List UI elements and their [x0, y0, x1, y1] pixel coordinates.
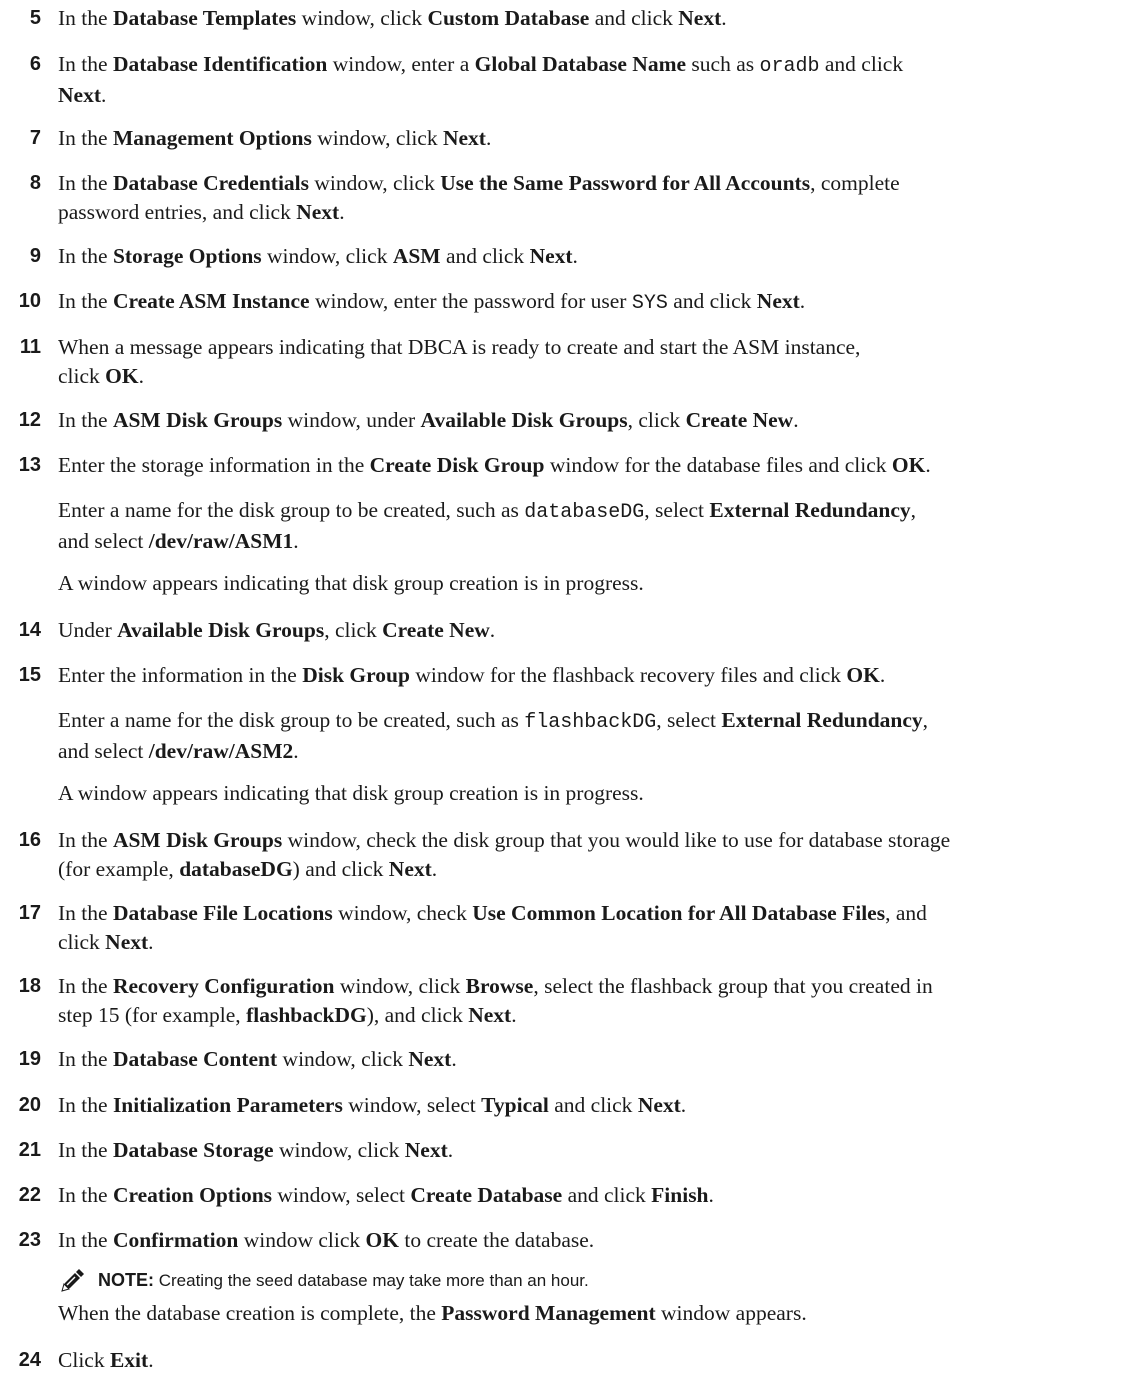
- ui-term: Storage Options: [112, 244, 262, 268]
- ui-term: Confirmation: [112, 1228, 239, 1252]
- ui-term: ASM Disk Groups: [112, 828, 283, 852]
- ui-term: Recovery Configuration: [112, 974, 335, 998]
- step-number: 7: [29, 127, 41, 149]
- ui-term: databaseDG: [179, 857, 293, 881]
- step-line-2: (for example, databaseDG) and click Next.: [58, 857, 438, 881]
- step-text: [58, 124, 1139, 153]
- step-line-1: A window appears indicating that disk group creation is in progress.: [58, 781, 644, 805]
- step-number: 14: [18, 619, 41, 641]
- step-line-1: In the Database Credentials window, click Use the Same Password for All Accounts, complete: [58, 171, 900, 195]
- step-number: 17: [18, 902, 41, 924]
- ui-term: Global Database Name: [474, 52, 687, 76]
- step-text: [58, 451, 1139, 480]
- step-number: 15: [18, 664, 41, 686]
- step-text: [58, 899, 1139, 957]
- step-line-2: and select /dev/raw/ASM1.: [58, 529, 299, 553]
- step-number: 11: [19, 336, 41, 358]
- ui-term: OK: [105, 364, 139, 388]
- ui-term: Next: [678, 6, 722, 30]
- ui-term: Next: [388, 857, 432, 881]
- ui-term: Password Management: [441, 1301, 656, 1325]
- note-body: Creating the seed database may take more than an hour.: [154, 1271, 589, 1290]
- ui-term: OK: [846, 663, 880, 687]
- ui-term: Finish: [651, 1183, 709, 1207]
- step-text: [58, 4, 1139, 33]
- ui-term: Custom Database: [427, 6, 590, 30]
- ui-term: Exit: [109, 1348, 149, 1372]
- step-line-1: Enter the information in the Disk Group window for the flashback recovery files and click OK.: [58, 663, 886, 687]
- step-number: 13: [18, 454, 41, 476]
- ui-term: External Redundancy: [721, 708, 923, 732]
- step-line-2: Next.: [58, 83, 107, 107]
- step-line-1: In the Initialization Parameters window, select Typical and click Next.: [58, 1093, 687, 1117]
- step-text: [58, 1226, 1139, 1255]
- step-text: [58, 169, 1139, 227]
- ui-term: Browse: [465, 974, 534, 998]
- step-text: [58, 616, 1139, 645]
- ui-term: /dev/raw/ASM2: [148, 739, 294, 763]
- ui-term: ASM: [392, 244, 441, 268]
- step-line-1: In the Database Identification window, enter a Global Database Name such as oradb and click: [58, 52, 904, 78]
- step-line-1: Enter a name for the disk group to be created, such as flashbackDG, select External Redundancy,: [58, 708, 929, 734]
- step-line-1: In the Database Templates window, click Custom Database and click Next.: [58, 6, 727, 30]
- ui-term: Create New: [382, 618, 490, 642]
- step-line-1: In the Recovery Configuration window, click Browse, select the flashback group that you created in: [58, 974, 933, 998]
- step-number: 22: [18, 1184, 41, 1206]
- ui-term: Database Credentials: [112, 171, 310, 195]
- ui-term: Database File Locations: [112, 901, 333, 925]
- pencil-note-icon: [60, 1269, 84, 1293]
- step-line-1: In the Database Storage window, click Next.: [58, 1138, 454, 1162]
- ui-term: Create New: [685, 408, 794, 432]
- ui-term: Next: [58, 83, 101, 107]
- ui-term: Management Options: [112, 126, 312, 150]
- step-line-1: When a message appears indicating that DBCA is ready to create and start the ASM instance,: [58, 335, 861, 359]
- step-line-1: In the Management Options window, click Next.: [58, 126, 492, 150]
- ui-term: Database Content: [112, 1047, 278, 1071]
- ui-term: /dev/raw/ASM1: [148, 529, 294, 553]
- ui-term: Database Storage: [112, 1138, 274, 1162]
- step-text: [58, 779, 1139, 808]
- step-text: [58, 972, 1139, 1030]
- step-line-1: Enter a name for the disk group to be created, such as databaseDG, select External Redundancy,: [58, 498, 917, 524]
- step-number: 16: [18, 829, 41, 851]
- ui-term: Typical: [481, 1093, 549, 1117]
- step-number: 18: [18, 975, 41, 997]
- step-text: [58, 1181, 1139, 1210]
- step-line-2: and select /dev/raw/ASM2.: [58, 739, 299, 763]
- step-number: 12: [18, 409, 41, 431]
- step-text: [58, 569, 1139, 598]
- step-number: 8: [29, 172, 41, 194]
- ui-term: Database Identification: [112, 52, 328, 76]
- step-line-1: In the Create ASM Instance window, enter the password for user SYS and click Next.: [58, 289, 806, 315]
- step-line-1: In the Database File Locations window, check Use Common Location for All Database Files, and: [58, 901, 927, 925]
- ui-term: Next: [529, 244, 573, 268]
- ui-term: Create Disk Group: [369, 453, 545, 477]
- step-number: 21: [18, 1139, 41, 1161]
- ui-term: Next: [756, 289, 800, 313]
- step-line-1: Enter the storage information in the Create Disk Group window for the database files and click OK.: [58, 453, 931, 477]
- ui-term: Available Disk Groups: [420, 408, 628, 432]
- step-number: 10: [18, 290, 41, 312]
- note-text: [98, 1267, 589, 1294]
- code-term: databaseDG: [524, 501, 645, 524]
- step-number: 5: [29, 7, 41, 29]
- step-line-1: In the ASM Disk Groups window, under Available Disk Groups, click Create New.: [58, 408, 799, 432]
- code-term: flashbackDG: [524, 711, 657, 734]
- step-number: 9: [29, 245, 41, 267]
- ui-term: Next: [296, 200, 340, 224]
- step-line-1: In the Confirmation window click OK to create the database.: [58, 1228, 595, 1252]
- step-line-1: In the Creation Options window, select Create Database and click Finish.: [58, 1183, 714, 1207]
- ui-term: Create Database: [410, 1183, 563, 1207]
- code-term: SYS: [631, 292, 668, 315]
- step-number: 20: [18, 1094, 41, 1116]
- step-text: [58, 1299, 1139, 1328]
- step-text: [58, 1136, 1139, 1165]
- step-text: [58, 242, 1139, 271]
- ui-term: OK: [891, 453, 926, 477]
- ui-term: Disk Group: [302, 663, 410, 687]
- step-text: [58, 1091, 1139, 1120]
- step-text: [58, 50, 1139, 110]
- step-line-1: Under Available Disk Groups, click Create New.: [58, 618, 496, 642]
- ui-term: OK: [365, 1228, 399, 1252]
- step-line-2: click Next.: [58, 930, 154, 954]
- ui-term: ASM Disk Groups: [112, 408, 283, 432]
- ui-term: Database Templates: [112, 6, 297, 30]
- step-text: [58, 496, 1139, 556]
- ui-term: Next: [408, 1047, 452, 1071]
- step-line-2: step 15 (for example, flashbackDG), and click Next.: [58, 1003, 517, 1027]
- ui-term: Next: [468, 1003, 512, 1027]
- step-text: [58, 406, 1139, 435]
- code-term: oradb: [759, 55, 820, 78]
- step-number: 23: [18, 1229, 41, 1251]
- note-label: NOTE:: [98, 1270, 154, 1290]
- ui-term: External Redundancy: [709, 498, 911, 522]
- step-line-2: click OK.: [58, 364, 144, 388]
- ui-term: Available Disk Groups: [117, 618, 325, 642]
- step-line-1: In the Database Content window, click Next.: [58, 1047, 457, 1071]
- ui-term: Create ASM Instance: [112, 289, 310, 313]
- step-line-1: Click Exit.: [58, 1348, 154, 1372]
- ui-term: Next: [442, 126, 486, 150]
- step-line-1: A window appears indicating that disk group creation is in progress.: [58, 571, 644, 595]
- step-line-1: In the ASM Disk Groups window, check the disk group that you would like to use for database storage: [58, 828, 951, 852]
- step-text: [58, 1045, 1139, 1074]
- ui-term: Use the Same Password for All Accounts: [440, 171, 811, 195]
- step-number: 6: [29, 53, 41, 75]
- ui-term: Next: [637, 1093, 681, 1117]
- ui-term: Initialization Parameters: [112, 1093, 343, 1117]
- step-line-2: password entries, and click Next.: [58, 200, 345, 224]
- ui-term: Use Common Location for All Database Files: [472, 901, 886, 925]
- step-text: [58, 706, 1139, 766]
- step-line-1: In the Storage Options window, click ASM and click Next.: [58, 244, 578, 268]
- ui-term: Next: [105, 930, 149, 954]
- step-text: [58, 333, 1139, 391]
- step-line-1: When the database creation is complete, the Password Management window appears.: [58, 1301, 807, 1325]
- step-text: [58, 287, 1139, 318]
- ui-term: Next: [404, 1138, 448, 1162]
- step-text: [58, 826, 1139, 884]
- step-number: 19: [18, 1048, 41, 1070]
- ui-term: flashbackDG: [246, 1003, 367, 1027]
- step-number: 24: [18, 1349, 41, 1371]
- step-text: [58, 661, 1139, 690]
- step-text: [58, 1346, 1139, 1375]
- ui-term: Creation Options: [112, 1183, 273, 1207]
